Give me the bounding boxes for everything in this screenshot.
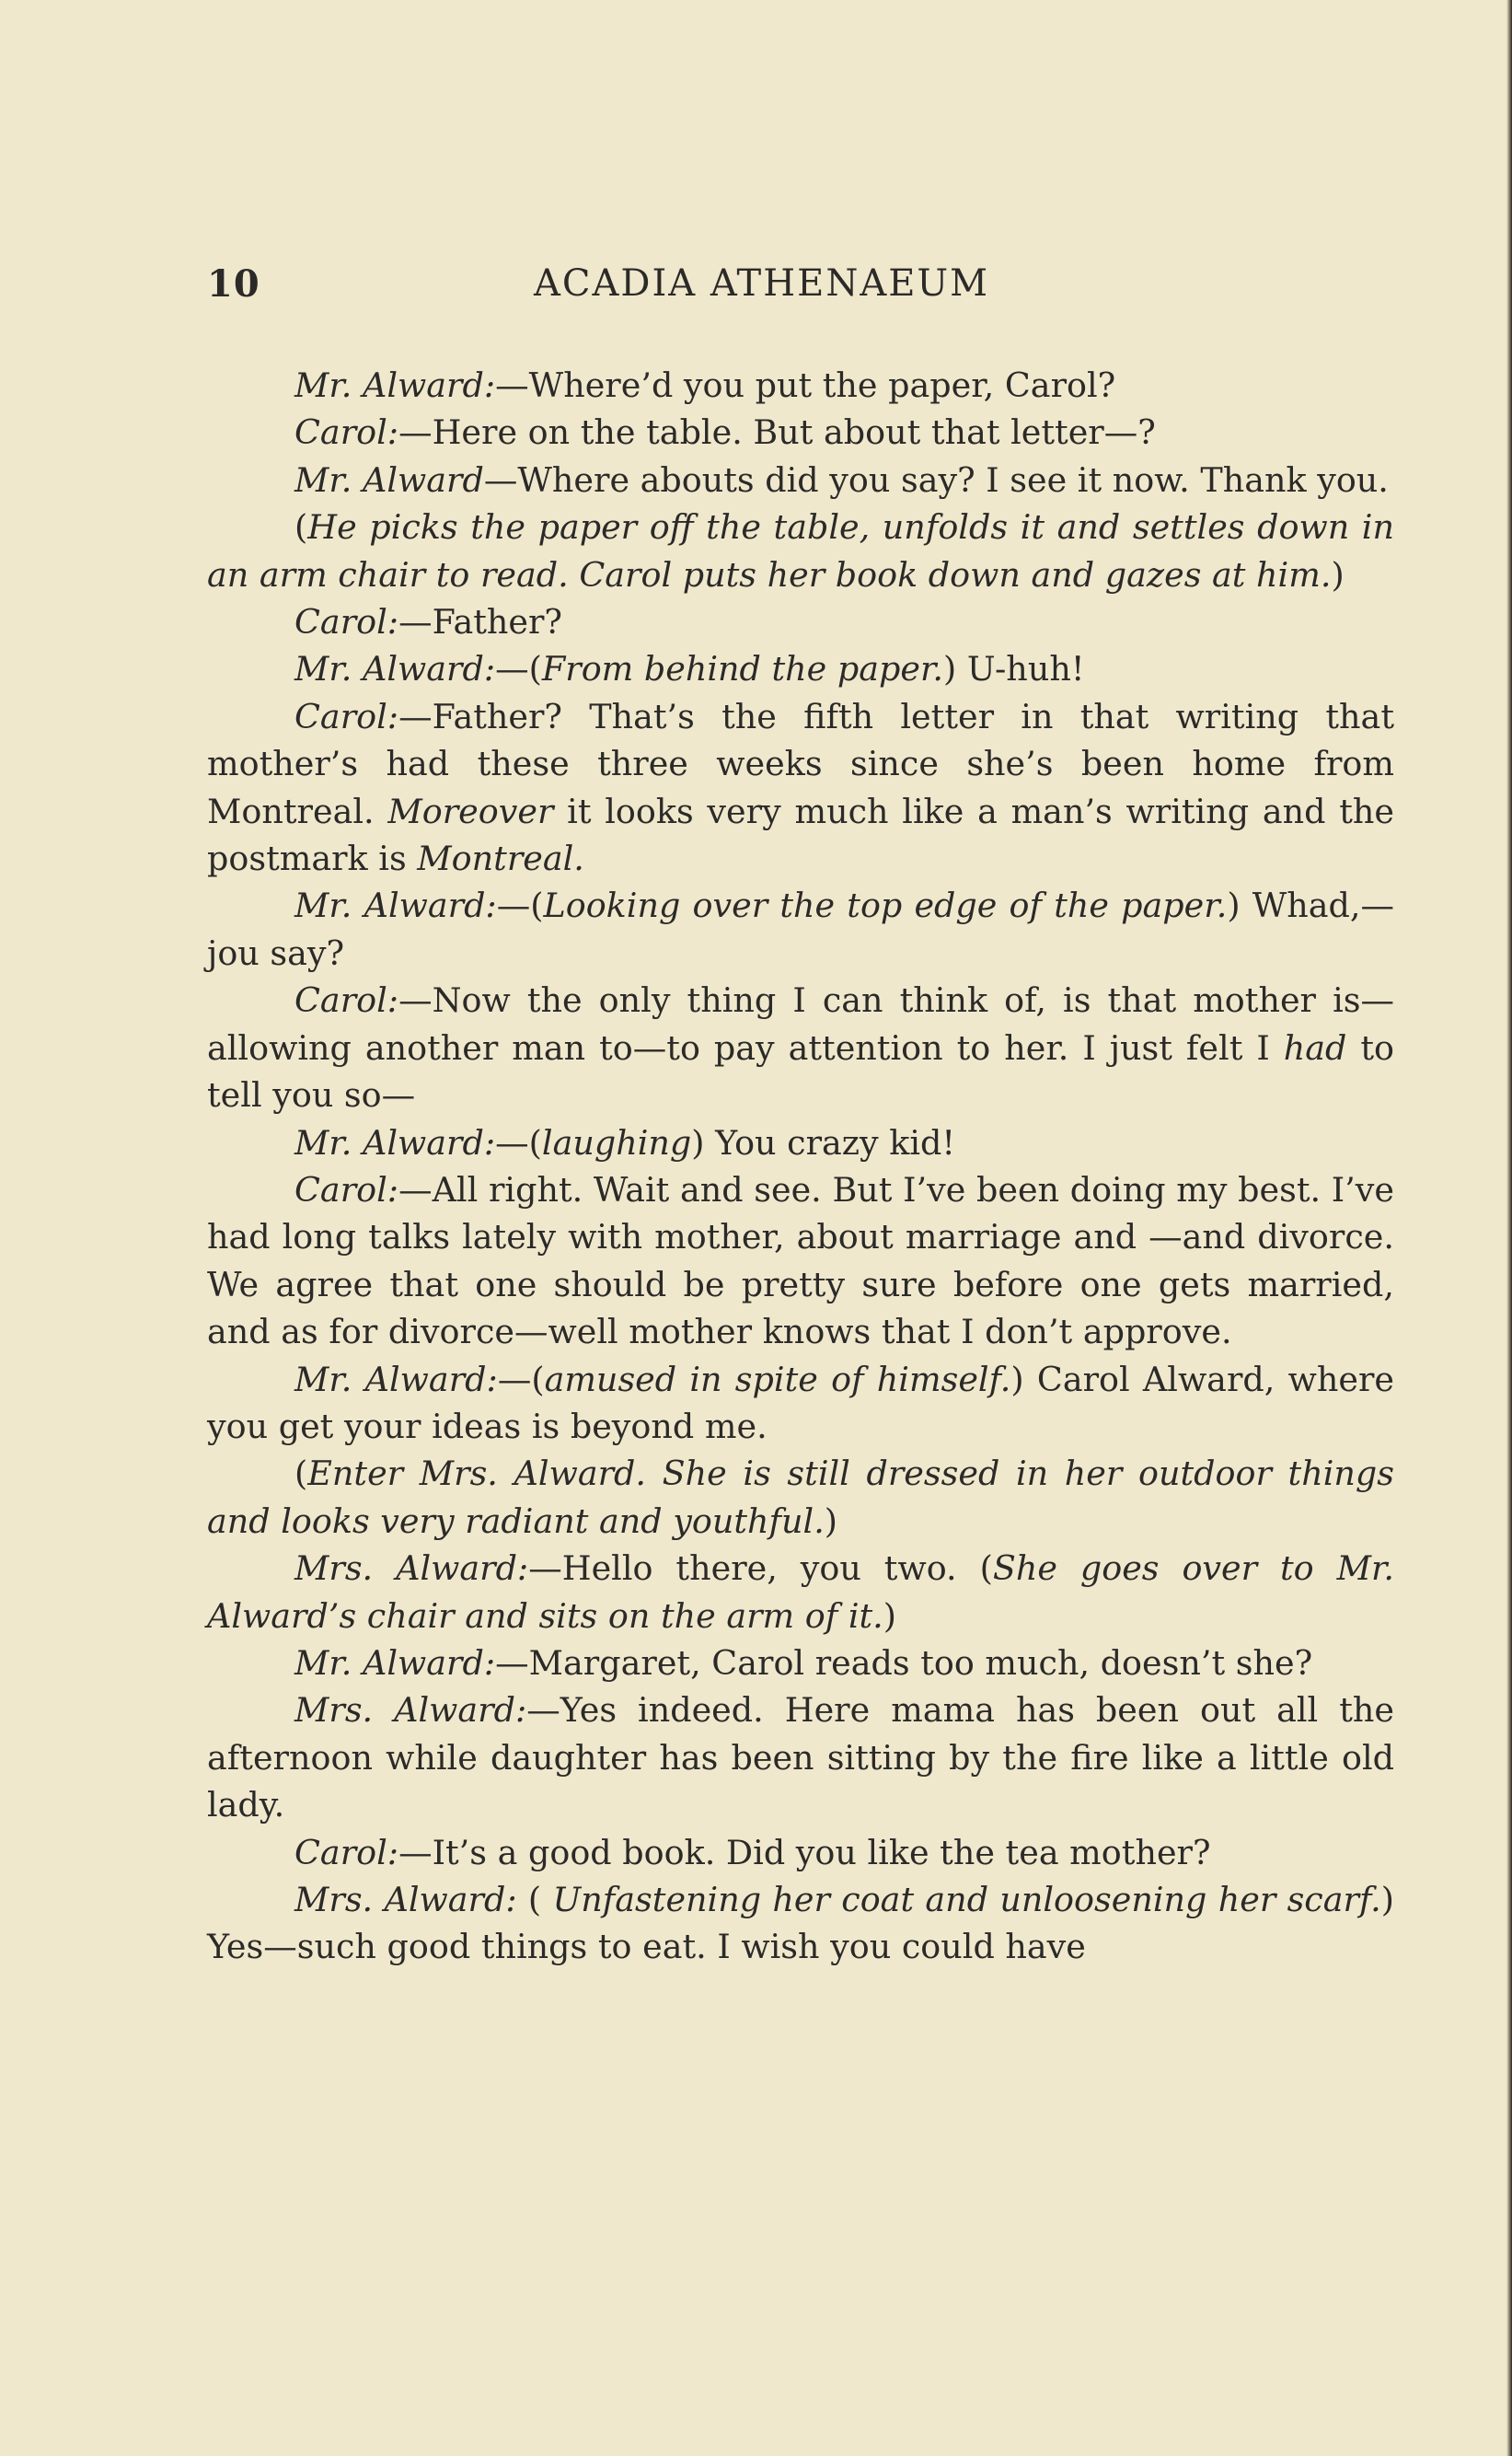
speaker-name: Mr. Alward:	[294, 1359, 498, 1399]
running-head	[207, 262, 1394, 318]
speaker-name: Mr. Alward:	[294, 1642, 496, 1683]
paragraph	[207, 409, 1394, 456]
dialogue: —(	[495, 1122, 542, 1163]
emphasis-text: had	[1283, 1027, 1347, 1068]
paragraph	[207, 977, 1394, 1118]
dialogue: —All right. Wait and see. But I’ve been doing my best. I’ve had long talks lately with mother, about marriage and —and divorce. We agree that one should be pretty sure before one gets married, and as for divorce—well mother knows that I don’t approve.	[207, 1169, 1394, 1352]
dialogue-tail: ) U-huh!	[943, 649, 1085, 689]
dialogue: (	[516, 1880, 553, 1919]
dialogue-tail: ) Whad,—jou say?	[207, 886, 1394, 973]
dialogue: —It’s a good book. Did you like the tea mother?	[398, 1832, 1211, 1872]
speaker-name: Mrs. Alward:	[294, 1548, 529, 1589]
paragraph	[207, 645, 1394, 692]
direction-text: laughing	[541, 1122, 692, 1163]
dialogue-tail: to tell you so—	[207, 1027, 1395, 1116]
dialogue: —Yes indeed. Here mama has been out all the afternoon while daughter has been sitting by the fire like a little old lady.	[207, 1690, 1394, 1825]
dialogue: —Where abouts did you say? I see it now. Thank you.	[483, 459, 1389, 500]
play-text	[207, 362, 1394, 1971]
direction-text: Enter Mrs. Alward. She is still dressed in her outdoor things and looks very radiant and youthful.	[207, 1454, 1394, 1541]
paren-open: (	[294, 507, 308, 548]
paragraph	[207, 362, 1394, 409]
speaker-name: Carol:	[294, 696, 399, 736]
dialogue-tail: ) Yes—such good things to eat. I wish you could have	[207, 1880, 1395, 1967]
speaker-name: Carol:	[294, 412, 399, 453]
journal-title: ACADIA ATHENAEUM	[534, 262, 990, 305]
dialogue: —Hello there, you two. (	[528, 1548, 993, 1589]
dialogue: —(	[495, 649, 542, 689]
emphasis-text: Moreover	[387, 791, 554, 831]
dialogue: —Where’d you put the paper, Carol?	[495, 365, 1116, 405]
speaker-name: Carol:	[294, 980, 399, 1021]
paragraph	[207, 1356, 1394, 1451]
paragraph	[207, 1166, 1394, 1356]
speaker-name: Mr. Alward	[294, 459, 484, 500]
speaker-name: Carol:	[294, 1169, 399, 1210]
direction-text: From behind the paper.	[541, 649, 944, 689]
speaker-name: Mr. Alward:	[294, 365, 496, 405]
paragraph	[207, 882, 1394, 977]
direction-text: amused in spite of himself.	[544, 1359, 1011, 1399]
speaker-name: Mr. Alward:	[294, 886, 497, 926]
dialogue-tail: )	[883, 1595, 897, 1636]
page-number: 10	[207, 262, 260, 306]
dialogue: —(	[496, 886, 544, 926]
paren-close: )	[824, 1500, 838, 1541]
paren-close: )	[1331, 554, 1345, 595]
speaker-name: Mrs. Alward:	[294, 1880, 517, 1919]
speaker-name: Carol:	[294, 1832, 399, 1872]
stage-direction	[207, 504, 1394, 598]
paragraph	[207, 1686, 1394, 1828]
direction-text: She goes over to Mr. Alward’s chair and sits on the arm of it.	[207, 1548, 1394, 1636]
speaker-name: Carol:	[294, 602, 399, 643]
dialogue: —Margaret, Carol reads too much, doesn’t she?	[495, 1642, 1313, 1683]
speaker-name: Mr. Alward:	[294, 649, 496, 689]
dialogue: —Here on the table. But about that letter—?	[398, 412, 1156, 453]
speaker-name: Mrs. Alward:	[294, 1690, 527, 1731]
dialogue: —(	[497, 1359, 545, 1399]
direction-text: Looking over the top edge of the paper.	[543, 886, 1228, 926]
paragraph	[207, 1876, 1394, 1971]
dialogue-tail: it looks very much like a man’s writing and the postmark is	[207, 791, 1394, 879]
speaker-name: Mr. Alward:	[294, 1122, 496, 1163]
page-edge	[1506, 0, 1512, 2456]
paragraph	[207, 1119, 1394, 1166]
dialogue-tail: ) Carol Alward, where you get your ideas is beyond me.	[207, 1359, 1394, 1446]
paragraph	[207, 457, 1394, 504]
paragraph	[207, 1639, 1394, 1686]
paragraph	[207, 1829, 1394, 1876]
paragraph	[207, 598, 1394, 645]
dialogue: —Now the only thing I can think of, is that mother is—allowing another man to—to pay attention to her. I just felt I	[207, 980, 1394, 1068]
dialogue: —Father? That’s the fifth letter in that writing that mother’s had these three weeks since she’s been home from Montreal.	[207, 696, 1394, 831]
paren-open: (	[294, 1454, 308, 1494]
emphasis-text: Montreal.	[417, 839, 584, 879]
dialogue: —Father?	[398, 602, 562, 643]
paragraph	[207, 693, 1394, 883]
paragraph	[207, 1545, 1394, 1639]
direction-text: Unfastening her coat and unloosening her scarf.	[552, 1880, 1381, 1919]
direction-text: He picks the paper off the table, unfolds it and settles down in an arm chair to read. Carol puts her book down and gazes at him.	[207, 507, 1394, 595]
dialogue-tail: ) You crazy kid!	[691, 1122, 956, 1163]
stage-direction	[207, 1450, 1394, 1545]
